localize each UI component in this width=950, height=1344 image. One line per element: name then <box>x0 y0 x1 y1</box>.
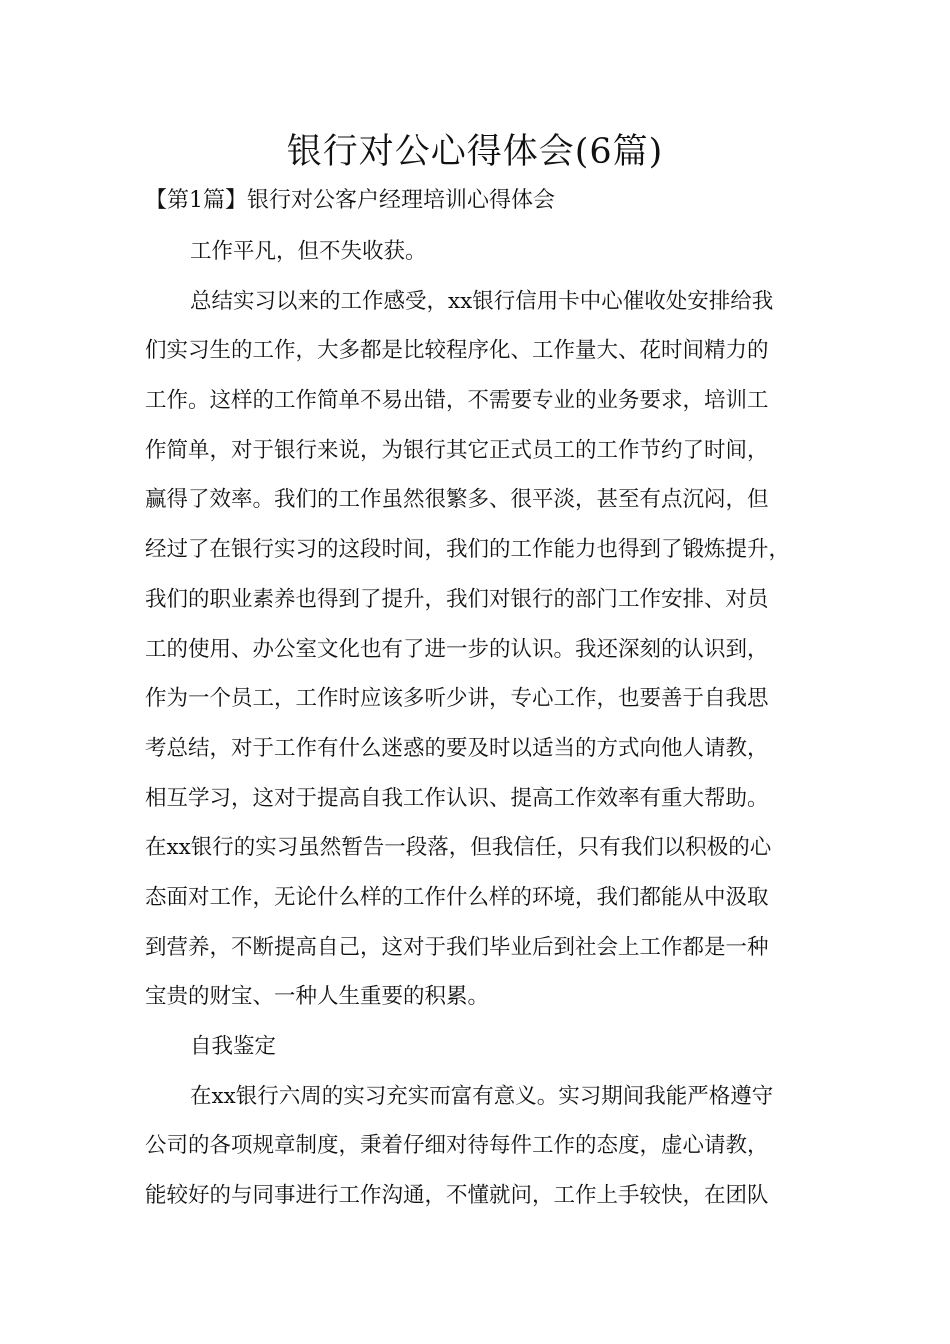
body-line-2: 总结实习以来的工作感受，xx银行信用卡中心催收处安排给我 <box>190 288 774 314</box>
body-line-1: 工作平凡，但不失收获。 <box>190 239 427 264</box>
body-line-9: 工的使用、办公室文化也有了进一步的认识。我还深刻的认识到， <box>145 636 769 662</box>
body-line-15: 到营养，不断提高自己，这对于我们毕业后到社会上工作都是一种 <box>145 934 769 960</box>
body-line-4: 工作。这样的工作简单不易出错，不需要专业的业务要求，培训工 <box>145 388 769 414</box>
section-heading: 【第1篇】银行对公客户经理培训心得体会 <box>145 188 555 213</box>
document-title: 银行对公心得体会(6篇) <box>286 132 664 172</box>
body-line-10: 作为一个员工，工作时应该多听少讲，专心工作，也要善于自我思 <box>145 686 769 712</box>
body-line-20: 能较好的与同事进行工作沟通，不懂就问，工作上手较快，在团队 <box>145 1183 769 1209</box>
body-line-12: 相互学习，这对于提高自我工作认识、提高工作效率有重大帮助。 <box>145 785 769 811</box>
document-body <box>145 227 825 1221</box>
body-line-18: 在xx银行六周的实习充实而富有意义。实习期间我能严格遵守 <box>190 1083 774 1109</box>
body-line-17: 自我鉴定 <box>190 1034 277 1059</box>
body-line-13: 在xx银行的实习虽然暂告一段落，但我信任，只有我们以积极的心 <box>145 835 772 861</box>
body-line-3: 们实习生的工作，大多都是比较程序化、工作量大、花时间精力的 <box>145 338 769 364</box>
body-line-11: 考总结，对于工作有什么迷惑的要及时以适当的方式向他人请教， <box>145 735 769 761</box>
body-line-14: 态面对工作，无论什么样的工作什么样的环境，我们都能从中汲取 <box>145 884 769 910</box>
body-line-6: 赢得了效率。我们的工作虽然很繁多、很平淡，甚至有点沉闷，但 <box>145 487 769 513</box>
body-line-8: 我们的职业素养也得到了提升，我们对银行的部门工作安排、对员 <box>145 586 769 612</box>
body-line-19: 公司的各项规章制度，秉着仔细对待每件工作的态度，虚心请教， <box>145 1133 769 1159</box>
body-line-7: 经过了在银行实习的这段时间，我们的工作能力也得到了锻炼提升， <box>145 537 791 563</box>
body-line-5: 作简单，对于银行来说，为银行其它正式员工的工作节约了时间， <box>145 437 769 463</box>
body-line-16: 宝贵的财宝、一种人生重要的积累。 <box>145 984 490 1010</box>
